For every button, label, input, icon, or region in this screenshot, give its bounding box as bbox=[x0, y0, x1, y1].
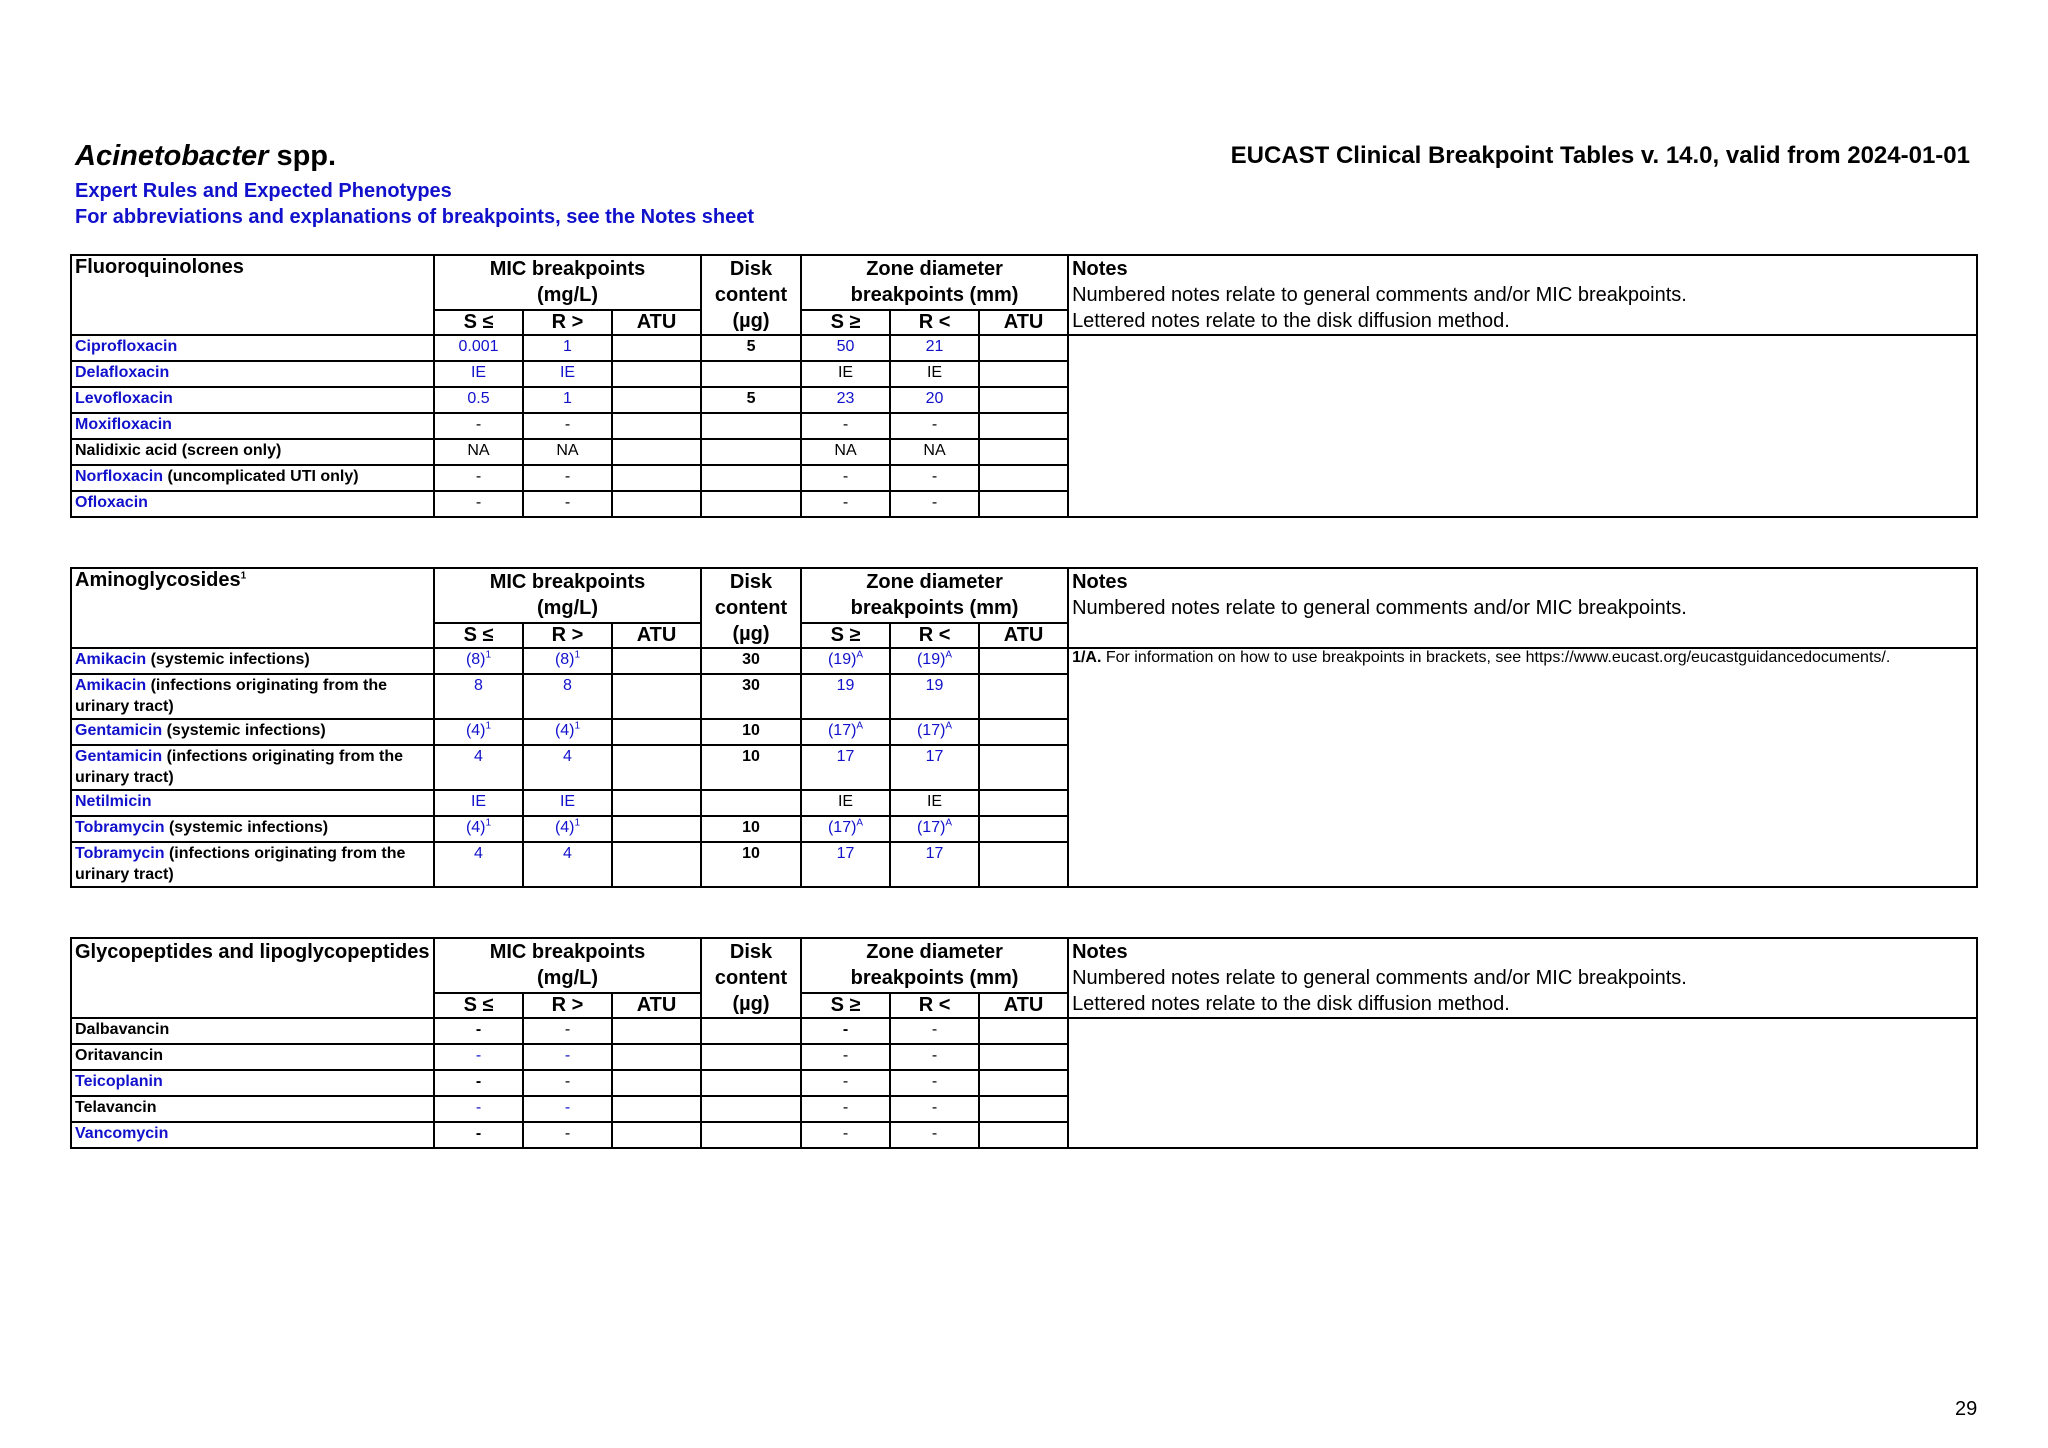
table-row: Tobramycin (systemic infections) $(4)^1$ $(4)^1$ 10 $(17)^A$ $(17)^A$ bbox=[71, 816, 1977, 842]
agent-name: Teicoplanin bbox=[75, 1073, 163, 1090]
mic-atu-header: ATU bbox=[612, 623, 701, 648]
disk-header: Disk bbox=[729, 571, 773, 593]
table-row: Ofloxacin - - - - bbox=[71, 491, 1977, 517]
table-row: Moxifloxacin - - - - bbox=[71, 413, 1977, 439]
page-number: 29 bbox=[1955, 1398, 1978, 1420]
aminoglycosides-table: Aminoglycosides$^1$ MIC breakpoints (mg/L) Disk content (µg) Zone diameter breakpoints (mm) Notes Numbered notes relate to general comments and/or MIC breakpoints. S ≤ R > ATU S ≥ R < ATU Amikacin (systemic infections) $(8)^1$ $(8)^1$ 30 $(19)^A$ $(19)^A$ 1/A. For information on how to use breakpoints in brackets, see https://www.eucast.org/eucastguidancedocuments/. Amikacin (infections originating from the urinary tract) 8 8 30 19 19 Gentamicin (systemic infections) $(4)^1$ $(4)^1$ 10 $(17)^A$ $(17)^A$ Gentamicin (infections originating from the urinary tract) 4 4 10 17 17 Netilmicin IE IE IE IE Tobramycin (systemic infections) $(4)^1$ $(4)^1$ 10 $(17)^A$ $(17)^A$ Tobramycin (infections originating from the urinary tract) 4 4 10 17 17 bbox=[70, 567, 1978, 888]
mic-header: MIC breakpoints bbox=[489, 941, 646, 963]
table-row: Telavancin - - - - bbox=[71, 1096, 1977, 1122]
zone-header: Zone diameter bbox=[866, 571, 1003, 593]
disk-header: Disk bbox=[729, 941, 773, 963]
mic-atu-header: ATU bbox=[612, 310, 701, 335]
zone-header: Zone diameter bbox=[866, 941, 1003, 963]
glycopeptides-table: Glycopeptides and lipoglycopeptides MIC breakpoints (mg/L) Disk content (µg) Zone diameter breakpoints (mm) Notes Numbered notes relate to general comments and/or MIC breakpoints. Lettered notes relate to the disk diffusion method. S ≤ R > ATU S ≥ R < ATU Dalbavancin - - - - Oritavancin - - - - Teicoplanin - - - - Telavancin - - - - Vancomycin - - - - bbox=[70, 937, 1978, 1149]
mic-s-header: S ≤ bbox=[434, 310, 523, 335]
zone-atu-header: ATU bbox=[979, 993, 1068, 1018]
document-version: EUCAST Clinical Breakpoint Tables v. 14.0, valid from 2024-01-01 bbox=[1230, 142, 1970, 169]
table-row: Oritavancin - - - - bbox=[71, 1044, 1977, 1070]
agent-name: Amikacin bbox=[75, 677, 147, 694]
notes-cell bbox=[1068, 648, 1977, 887]
agent-name: Netilmicin bbox=[75, 793, 152, 810]
organism-name: Acinetobacter bbox=[75, 140, 269, 172]
agent-name: Norfloxacin bbox=[75, 468, 164, 485]
agent-name: Gentamicin bbox=[75, 722, 163, 739]
note-label: 1/A. bbox=[1072, 649, 1102, 666]
table-row: Vancomycin - - - - bbox=[71, 1122, 1977, 1148]
group-title: Fluoroquinolones bbox=[71, 255, 434, 335]
expert-rules-link[interactable]: Expert Rules and Expected Phenotypes bbox=[75, 180, 452, 202]
table-row: Tobramycin (infections originating from the urinary tract) 4 4 10 17 17 bbox=[71, 842, 1977, 887]
table-row: Gentamicin (infections originating from the urinary tract) 4 4 10 17 17 bbox=[71, 745, 1977, 790]
mic-atu-header: ATU bbox=[612, 993, 701, 1018]
agent-name: Tobramycin bbox=[75, 819, 165, 836]
mic-r-header: R > bbox=[523, 623, 612, 648]
agent-name: Delafloxacin bbox=[75, 364, 170, 381]
organism-suffix: spp. bbox=[268, 140, 337, 172]
table-row: Ciprofloxacin 0.001 1 5 50 21 bbox=[71, 335, 1977, 361]
notes-header: Notes Numbered notes relate to general comments and/or MIC breakpoints. Lettered notes relate to the disk diffusion method. bbox=[1068, 255, 1977, 335]
agent-name: Amikacin bbox=[75, 651, 147, 668]
table-row: Amikacin (infections originating from the urinary tract) 8 8 30 19 19 bbox=[71, 674, 1977, 719]
zone-r-header: R < bbox=[890, 623, 979, 648]
zone-s-header: S ≥ bbox=[801, 993, 890, 1018]
agent-name: Ciprofloxacin bbox=[75, 338, 178, 355]
notes-header: Notes Numbered notes relate to general comments and/or MIC breakpoints. Lettered notes relate to the disk diffusion method. bbox=[1068, 938, 1977, 1018]
table-row: Dalbavancin - - - - bbox=[71, 1018, 1977, 1044]
agent-name: Tobramycin bbox=[75, 845, 165, 862]
zone-atu-header: ATU bbox=[979, 623, 1068, 648]
note-text: For information on how to use breakpoints in brackets, see https://www.eucast.org/eucastguidancedocuments/. bbox=[1101, 649, 1891, 666]
disk-header: Disk bbox=[729, 258, 773, 280]
table-row: Levofloxacin 0.5 1 5 23 20 bbox=[71, 387, 1977, 413]
table-row: Teicoplanin - - - - bbox=[71, 1070, 1977, 1096]
notes-header: Notes Numbered notes relate to general comments and/or MIC breakpoints. bbox=[1068, 568, 1977, 648]
mic-header: MIC breakpoints bbox=[489, 571, 646, 593]
mic-unit: (mg/L) bbox=[536, 967, 599, 989]
zone-r-header: R < bbox=[890, 310, 979, 335]
agent-name: Levofloxacin bbox=[75, 390, 173, 407]
table-row: Amikacin (systemic infections) $(8)^1$ $(8)^1$ 30 $(19)^A$ $(19)^A$ 1/A. For information on how to use breakpoints in brackets, see https://www.eucast.org/eucastguidancedocuments/. bbox=[71, 648, 1977, 674]
table-row: Netilmicin IE IE IE IE bbox=[71, 790, 1977, 816]
zone-s-header: S ≥ bbox=[801, 310, 890, 335]
group-title: Aminoglycosides$^1$ bbox=[71, 568, 434, 648]
table-row: Norfloxacin (uncomplicated UTI only) - - - - bbox=[71, 465, 1977, 491]
notes-cell bbox=[1068, 335, 1977, 517]
notes-cell bbox=[1068, 1018, 1977, 1148]
zone-r-header: R < bbox=[890, 993, 979, 1018]
zone-atu-header: ATU bbox=[979, 310, 1068, 335]
mic-r-header: R > bbox=[523, 993, 612, 1018]
agent-name: Moxifloxacin bbox=[75, 416, 172, 433]
table-row: Gentamicin (systemic infections) $(4)^1$ $(4)^1$ 10 $(17)^A$ $(17)^A$ bbox=[71, 719, 1977, 745]
mic-header: MIC breakpoints bbox=[489, 258, 646, 280]
mic-s-header: S ≤ bbox=[434, 993, 523, 1018]
notes-sheet-link[interactable]: For abbreviations and explanations of breakpoints, see the Notes sheet bbox=[75, 206, 755, 228]
table-row: Delafloxacin IE IE IE IE bbox=[71, 361, 1977, 387]
mic-s-header: S ≤ bbox=[434, 623, 523, 648]
page-title bbox=[75, 140, 336, 173]
fluoroquinolones-table: Fluoroquinolones MIC breakpoints (mg/L) Disk content (µg) Zone diameter breakpoints (mm) Notes Numbered notes relate to general comments and/or MIC breakpoints. Lettered notes relate to the disk diffusion method. S ≤ R > ATU S ≥ R < ATU Ciprofloxacin 0.001 1 5 50 21 Delafloxacin IE IE IE IE Levofloxacin 0.5 1 5 23 20 Moxifloxacin - - - - Nalidixic acid (screen only) NA NA NA NA Norfloxacin (uncomplicated UTI only) - - - - Ofloxacin - - - - bbox=[70, 254, 1978, 518]
agent-name: Gentamicin bbox=[75, 748, 163, 765]
table-row: Nalidixic acid (screen only) NA NA NA NA bbox=[71, 439, 1977, 465]
zone-header: Zone diameter bbox=[866, 258, 1003, 280]
mic-unit: (mg/L) bbox=[536, 284, 599, 306]
mic-r-header: R > bbox=[523, 310, 612, 335]
group-title: Glycopeptides and lipoglycopeptides bbox=[71, 938, 434, 1018]
agent-name: Vancomycin bbox=[75, 1125, 169, 1142]
agent-name: Ofloxacin bbox=[75, 494, 148, 511]
mic-unit: (mg/L) bbox=[536, 597, 599, 619]
zone-s-header: S ≥ bbox=[801, 623, 890, 648]
